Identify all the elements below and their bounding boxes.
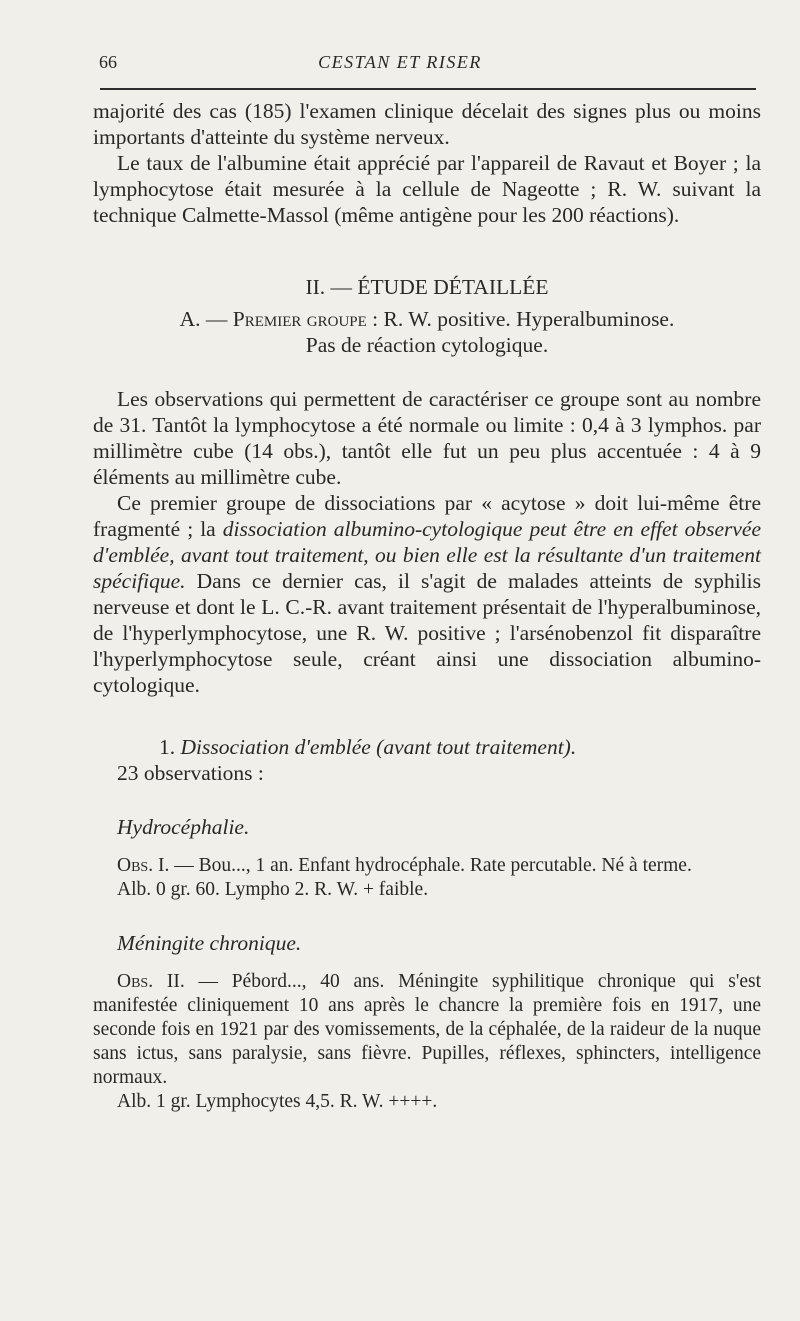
group-rest: : R. W. positive. Hyperalbuminose. <box>366 307 675 331</box>
observation-1 <box>93 854 761 878</box>
category-hydro-text: Hydrocéphalie. <box>117 815 250 839</box>
group-heading-line2: Pas de réaction cytologique. <box>305 333 549 357</box>
obs1-text: — Bou..., 1 an. Enfant hydrocéphale. Rate percutable. Né à terme. <box>169 855 692 876</box>
subsection-number: 1. <box>159 735 181 759</box>
paragraph-intro-2: Le taux de l'albumine était apprécié par l'appareil de Ravaut et Boyer ; la lymphocytose était mesurée à la cellule de Nageotte ; R. W. suivant la technique Calmette-Massol (même antigène pour les 200 réactions). <box>93 151 761 227</box>
p4-start: Ce premier groupe de dissociations par « acytose » doit lui-même être fragmenté ; la <box>93 491 761 541</box>
observation-1-lab: Alb. 0 gr. 60. Lympho 2. R. W. + faible. <box>117 879 429 900</box>
paragraph-intro-1: majorité des cas (185) l'examen clinique décelait des signes plus ou moins importants d'atteinte du système nerveux. <box>93 99 761 149</box>
group-heading <box>93 306 761 332</box>
category-meningite-text: Méningite chronique. <box>117 931 302 955</box>
section-heading: II. — ÉTUDE DÉTAILLÉE <box>305 275 549 299</box>
obs2-label: Obs. II. <box>117 971 185 992</box>
category-meningite <box>93 930 761 956</box>
header-rule <box>100 88 756 90</box>
page-header <box>0 48 800 78</box>
running-title: CESTAN ET RISER <box>318 52 482 72</box>
page-number: 66 <box>99 52 117 72</box>
obs2-text: — Pébord..., 40 ans. Méningite syphilitique chronique qui s'est manifestée cliniquement 10 ans après le chancre la première fois en 1917, une seconde fois en 1921 par des vomissements, de la céphalée, de la raideur de la nuque sans ictus, sans paralysie, sans fièvre. Pupilles, réflexes, sphincters, intelligence normaux. <box>93 971 761 1088</box>
group-prefix: A. — <box>179 307 233 331</box>
subsection-heading <box>93 734 761 760</box>
paragraph-dissociations <box>93 490 761 698</box>
paragraph-observations: Les observations qui permettent de caractériser ce groupe sont au nombre de 31. Tantôt la lymphocytose a été normale ou limite : 0,4 à 3 lymphos. par millimètre cube (14 obs.), tantôt elle fut un peu plus accentuée : 4 à 9 éléments au millimètre cube. <box>93 387 761 489</box>
observation-2 <box>93 970 761 1090</box>
p4-end: Dans ce dernier cas, il s'agit de malades atteints de syphilis nerveuse et dont le L. C.-R. avant traitement présentait de l'hyperalbuminose, de l'hyperlymphocytose, une R. W. positive ; l'arsénobenzol fit disparaître l'hyperlymphocytose seule, créant ainsi une dissociation albumino-cytologique. <box>93 569 761 697</box>
obs1-label: Obs. I. <box>117 855 170 876</box>
observation-2-lab: Alb. 1 gr. Lymphocytes 4,5. R. W. ++++. <box>117 1091 438 1112</box>
page-body <box>93 98 761 1114</box>
p4-italic: dissociation albumino-cytologique peut être en effet observée d'emblée, avant tout traitement, ou bien elle est la résultante d'un traitement spécifique. <box>93 517 762 593</box>
category-hydrocephalie <box>93 814 761 840</box>
subsection-count: 23 observations : <box>117 761 264 785</box>
group-name: Premier groupe <box>232 307 367 331</box>
subsection-title: Dissociation d'emblée (avant tout traitement). <box>180 735 577 759</box>
